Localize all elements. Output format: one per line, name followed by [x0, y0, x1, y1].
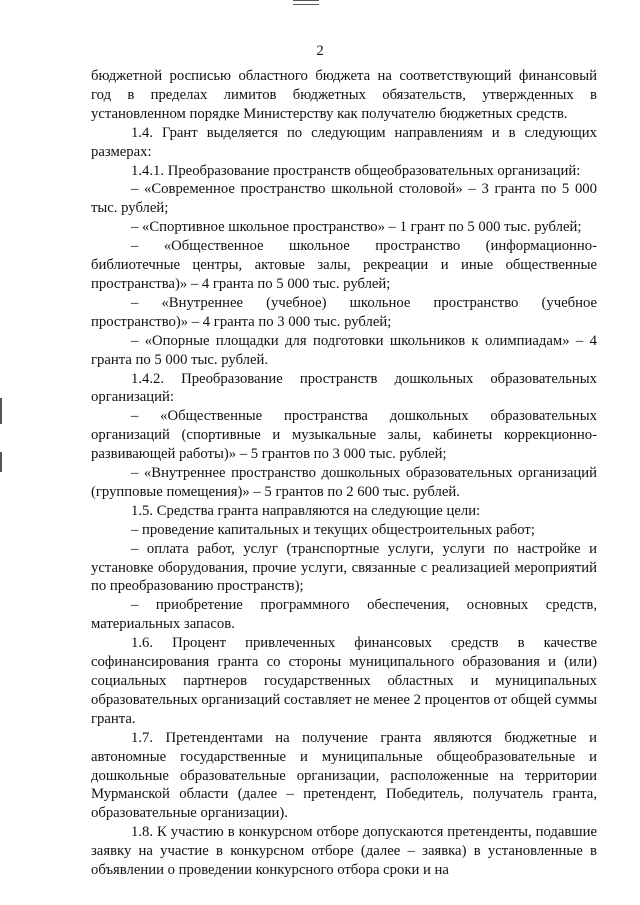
list-item: – «Внутреннее пространство дошкольных образовательных организаций (групповые помещения)» – 5 грантов по 2 600 тыс. рублей.	[91, 465, 597, 500]
list-item: – приобретение программного обеспечения, основных средств, материальных запасов.	[91, 597, 597, 633]
list-item: – оплата работ, услуг (транспортные услуги, услуги по настройке и установке оборудования, прочие услуги, связанные с реализацией мероприятий по преобразованию пространств);	[91, 540, 597, 595]
list-item: – «Современное пространство школьной столовой» – 3 гранта по 5 000 тыс. рублей;	[91, 181, 597, 217]
paragraph: 1.6. Процент привлеченных финансовых средств в качестве софинансирования гранта со стороны муниципального образования и (или) социальных партнеров государственных областных и муниципальных образовательных организаций составляет не менее 2 процентов от общей суммы гранта.	[91, 635, 597, 727]
list-item: – «Опорные площадки для подготовки школьников к олимпиадам» – 4 гранта по 5 000 тыс. рублей.	[91, 332, 597, 368]
paragraph: 1.8. К участию в конкурсном отборе допускаются претенденты, подавшие заявку на участие в конкурсном отборе (далее – заявка) в установленные в объявлении о проведении конкурсного отбора сроки и на	[91, 824, 597, 879]
paragraph: 1.4.1. Преобразование пространств общеобразовательных организаций:	[131, 162, 581, 179]
scan-top-mark	[293, 0, 319, 5]
paragraph: 1.4.2. Преобразование пространств дошкольных образовательных организаций:	[91, 370, 597, 406]
list-item: – «Общественные пространства дошкольных образовательных организаций (спортивные и музыкальные залы, кабинеты коррекционно-развивающей работы)» – 5 грантов по 3 000 тыс. рублей;	[91, 408, 597, 463]
paragraph: 1.4. Грант выделяется по следующим направлениям и в следующих размерах:	[91, 124, 597, 160]
paragraph: бюджетной росписью областного бюджета на соответствующий финансовый год в пределах лимитов бюджетных обязательств, утвержденных в установленном порядке Министерству как получателю бюджетных средств.	[91, 68, 597, 122]
page-number: 2	[316, 43, 324, 59]
scan-edge-mark	[0, 398, 2, 424]
document-body	[91, 67, 597, 880]
paragraph: 1.7. Претендентами на получение гранта являются бюджетные и автономные государственные и муниципальные общеобразовательные и дошкольные образовательные организации, расположенные на территории Мурманской области (далее – претендент, Победитель, получатель гранта, образовательные организации).	[91, 729, 597, 822]
scan-edge-mark	[0, 452, 2, 472]
list-item: – «Внутреннее (учебное) школьное пространство (учебное пространство)» – 4 гранта по 3 000 тыс. рублей;	[91, 294, 597, 330]
list-item: – проведение капитальных и текущих общестроительных работ;	[131, 521, 535, 538]
list-item: – «Общественное школьное пространство (информационно-библиотечные центры, актовые залы, рекреации и иные общественные пространства)» – 4 гранта по 5 000 тыс. рублей;	[91, 238, 597, 292]
paragraph: 1.5. Средства гранта направляются на следующие цели:	[131, 502, 481, 519]
list-item: – «Спортивное школьное пространство» – 1 грант по 5 000 тыс. рублей;	[131, 219, 582, 236]
